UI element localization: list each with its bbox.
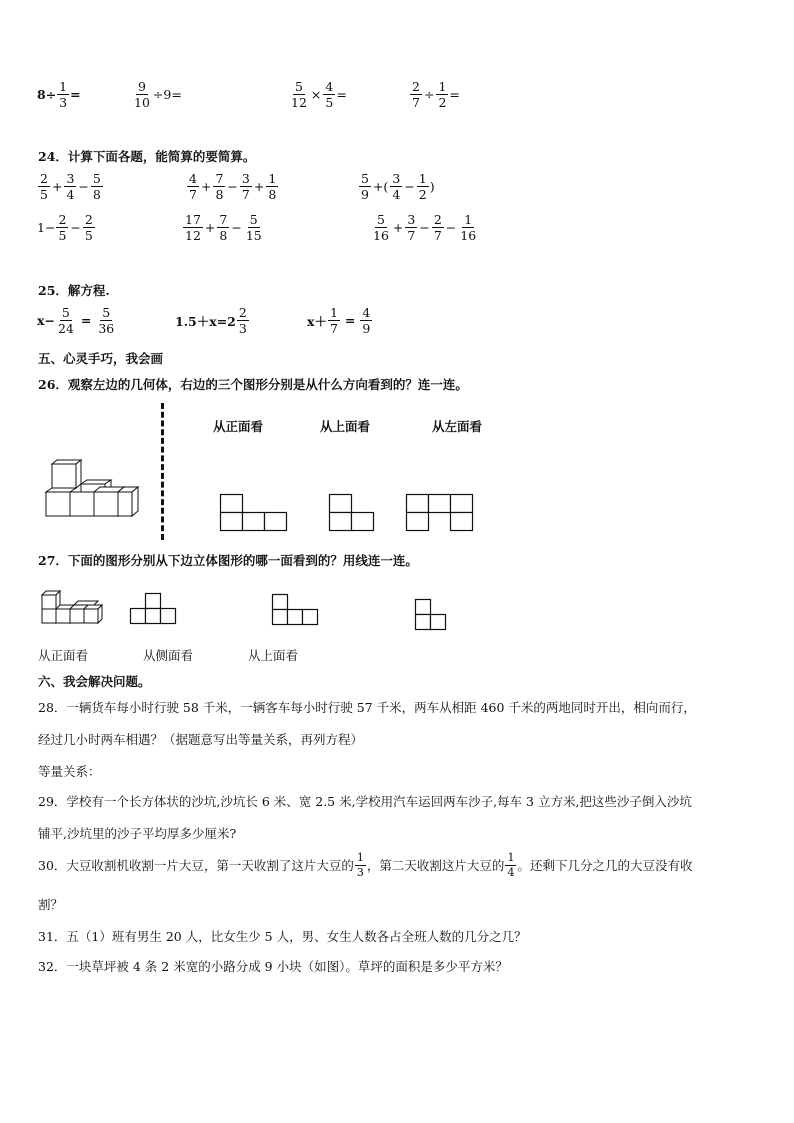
numerator: 4 xyxy=(362,305,371,320)
q26-view-2 xyxy=(329,494,375,532)
numerator: 9 xyxy=(137,79,146,94)
numerator: 17 xyxy=(185,212,201,227)
expr-tail: = xyxy=(70,87,81,103)
operator: + xyxy=(253,179,265,195)
divider-dashed xyxy=(161,403,164,540)
denominator: 9 xyxy=(362,321,371,337)
q24-expr-d xyxy=(37,213,96,242)
numerator: 3 xyxy=(241,171,250,186)
q31-text: 31．五（1）班有男生 20 人，比女生少 5 人，男、女生人数各占全班人数的几分之几？ xyxy=(38,929,527,944)
numerator: 1 xyxy=(507,851,515,864)
numerator: 1 xyxy=(464,212,473,227)
expr-lead: x− xyxy=(37,313,55,329)
numerator: 7 xyxy=(219,212,228,227)
numerator: 2 xyxy=(412,79,420,94)
operator: ÷ xyxy=(423,87,435,103)
expr-tail: = xyxy=(449,87,460,103)
q24-expr-c xyxy=(358,172,435,201)
operator: − xyxy=(404,179,415,195)
q26-solid-figure xyxy=(44,458,140,516)
numerator: 4 xyxy=(325,79,334,94)
numerator: 7 xyxy=(215,171,224,186)
q26-title: 26．观察左边的几何体，右边的三个图形分别是从什么方向看到的？连一连。 xyxy=(38,377,468,392)
expr-2 xyxy=(131,80,182,109)
q27-view-1 xyxy=(130,593,176,625)
numerator: 3 xyxy=(392,171,401,186)
q24-expr-e xyxy=(182,213,265,242)
q30-text-3: 。还剩下几分之几的大豆没有收 xyxy=(517,858,693,874)
numerator: 1 xyxy=(268,171,277,186)
operator: + xyxy=(51,179,63,195)
q27-view-2 xyxy=(272,594,318,626)
q32-text: 32．一块草坪被 4 条 2 米宽的小路分成 9 小块（如图）。草坪的面积是多少平方米？ xyxy=(38,959,508,974)
numerator: 2 xyxy=(433,212,442,227)
q27-title: 27．下面的图形分别从下边立体图形的哪一面看到的？用线连一连。 xyxy=(38,553,418,568)
operator: + xyxy=(204,220,216,236)
numerator: 3 xyxy=(407,212,416,227)
denominator: 3 xyxy=(356,865,364,879)
denominator: 9 xyxy=(361,187,369,203)
denominator: 7 xyxy=(433,228,442,244)
q26-view-1 xyxy=(220,494,288,532)
expr-lead: 1− xyxy=(37,220,56,236)
operator: − xyxy=(231,220,242,236)
numerator: 5 xyxy=(102,305,111,320)
numerator: 1 xyxy=(329,305,338,320)
q26-header-top: 从上面看 xyxy=(320,419,371,434)
denominator: 8 xyxy=(219,228,228,244)
section-5-heading: 五、心灵手巧，我会画 xyxy=(38,351,164,366)
q29-line-2: 铺平,沙坑里的沙子平均厚多少厘米? xyxy=(38,826,237,841)
q27-solid-figure xyxy=(40,589,102,627)
q27-label-top: 从上面看 xyxy=(248,648,299,663)
denominator: 8 xyxy=(268,187,277,203)
numerator: 4 xyxy=(189,171,197,186)
expr-4 xyxy=(409,80,460,109)
operator: − xyxy=(70,220,81,236)
numerator: 1 xyxy=(418,171,427,186)
q25-eq-a xyxy=(37,306,117,335)
numerator: 1 xyxy=(356,851,364,864)
denominator: 3 xyxy=(59,95,68,111)
numerator: 5 xyxy=(361,171,369,186)
q24-expr-a xyxy=(37,172,104,201)
denominator: 12 xyxy=(185,228,201,244)
q30-line-1 xyxy=(38,852,692,878)
denominator: 7 xyxy=(329,321,338,337)
operator: + xyxy=(392,220,404,236)
expr-tail: ÷9= xyxy=(152,87,182,103)
numerator: 1 xyxy=(59,79,68,94)
numerator: 5 xyxy=(249,212,258,227)
q27-label-side: 从侧面看 xyxy=(143,648,194,663)
q27-view-3 xyxy=(415,595,447,631)
q26-view-3 xyxy=(406,494,474,532)
denominator: 2 xyxy=(418,187,427,203)
denominator: 5 xyxy=(40,187,48,203)
operator: − xyxy=(227,179,238,195)
operator: + xyxy=(200,179,212,195)
numerator: 5 xyxy=(376,212,385,227)
denominator: 4 xyxy=(392,187,401,203)
expr-tail: = xyxy=(336,87,347,103)
expr-lead: 1.5＋x=2 xyxy=(175,313,236,329)
denominator: 16 xyxy=(373,228,389,244)
denominator: 7 xyxy=(189,187,197,203)
denominator: 10 xyxy=(134,95,150,111)
denominator: 5 xyxy=(325,95,334,111)
expr-1 xyxy=(37,80,81,109)
numerator: 2 xyxy=(84,212,93,227)
q30-line-2: 割？ xyxy=(38,897,64,912)
q30-text-1: 30．大豆收割机收割一片大豆，第一天收割了这片大豆的 xyxy=(38,858,354,874)
denominator: 7 xyxy=(407,228,416,244)
q28-line-3: 等量关系： xyxy=(38,764,101,779)
q25-eq-c xyxy=(307,306,373,335)
denominator: 24 xyxy=(57,321,74,337)
denominator: 7 xyxy=(241,187,250,203)
denominator: 2 xyxy=(438,95,447,111)
numerator: 2 xyxy=(58,212,67,227)
numerator: 5 xyxy=(92,171,101,186)
q24-title: 24．计算下面各题，能简算的要简算。 xyxy=(38,149,256,164)
q25-title: 25．解方程. xyxy=(38,283,110,298)
denominator: 4 xyxy=(507,865,515,879)
denominator: 4 xyxy=(66,187,75,203)
denominator: 5 xyxy=(58,228,67,244)
denominator: 12 xyxy=(291,95,307,111)
close-paren: ) xyxy=(429,179,435,195)
operator: − xyxy=(445,220,457,236)
q30-text-2: ，第二天收割这片大豆的 xyxy=(366,858,505,874)
denominator: 16 xyxy=(460,228,477,244)
denominator: 36 xyxy=(98,321,115,337)
numerator: 5 xyxy=(294,79,303,94)
q28-line-1: 28．一辆货车每小时行驶 58 千米，一辆客车每小时行驶 57 千米，两车从相距 460 千米的两地同时开出，相向而行， xyxy=(38,700,696,715)
numerator: 2 xyxy=(238,305,247,320)
numerator: 5 xyxy=(61,305,70,320)
denominator: 8 xyxy=(215,187,224,203)
denominator: 3 xyxy=(238,321,247,337)
numerator: 2 xyxy=(40,171,48,186)
denominator: 8 xyxy=(92,187,101,203)
operator: × xyxy=(310,87,322,103)
expr-3 xyxy=(288,80,347,109)
numerator: 1 xyxy=(438,79,447,94)
numerator: 3 xyxy=(66,171,75,186)
operator: +( xyxy=(372,179,389,195)
q26-header-left: 从左面看 xyxy=(432,419,483,434)
q24-expr-f xyxy=(370,213,479,242)
section-6-heading: 六、我会解决问题。 xyxy=(38,674,151,689)
denominator: 5 xyxy=(84,228,93,244)
q24-expr-b xyxy=(186,172,279,201)
q25-eq-b xyxy=(175,306,250,335)
expr-lead: 8÷ xyxy=(37,87,57,103)
equals-sign: = xyxy=(344,313,356,329)
q28-line-2: 经过几小时两车相遇？（据题意写出等量关系，再列方程） xyxy=(38,732,364,747)
denominator: 15 xyxy=(245,228,262,244)
expr-lead: x＋ xyxy=(307,313,327,329)
q29-line-1: 29．学校有一个长方体状的沙坑,沙坑长 6 米、宽 2.5 米,学校用汽车运回两车沙子,每车 3 立方米,把这些沙子倒入沙坑 xyxy=(38,794,692,809)
equals-sign: = xyxy=(80,313,92,329)
q27-label-front: 从正面看 xyxy=(38,648,89,663)
operator: − xyxy=(419,220,430,236)
q26-header-front: 从正面看 xyxy=(213,419,264,434)
denominator: 7 xyxy=(412,95,420,111)
operator: − xyxy=(78,179,89,195)
